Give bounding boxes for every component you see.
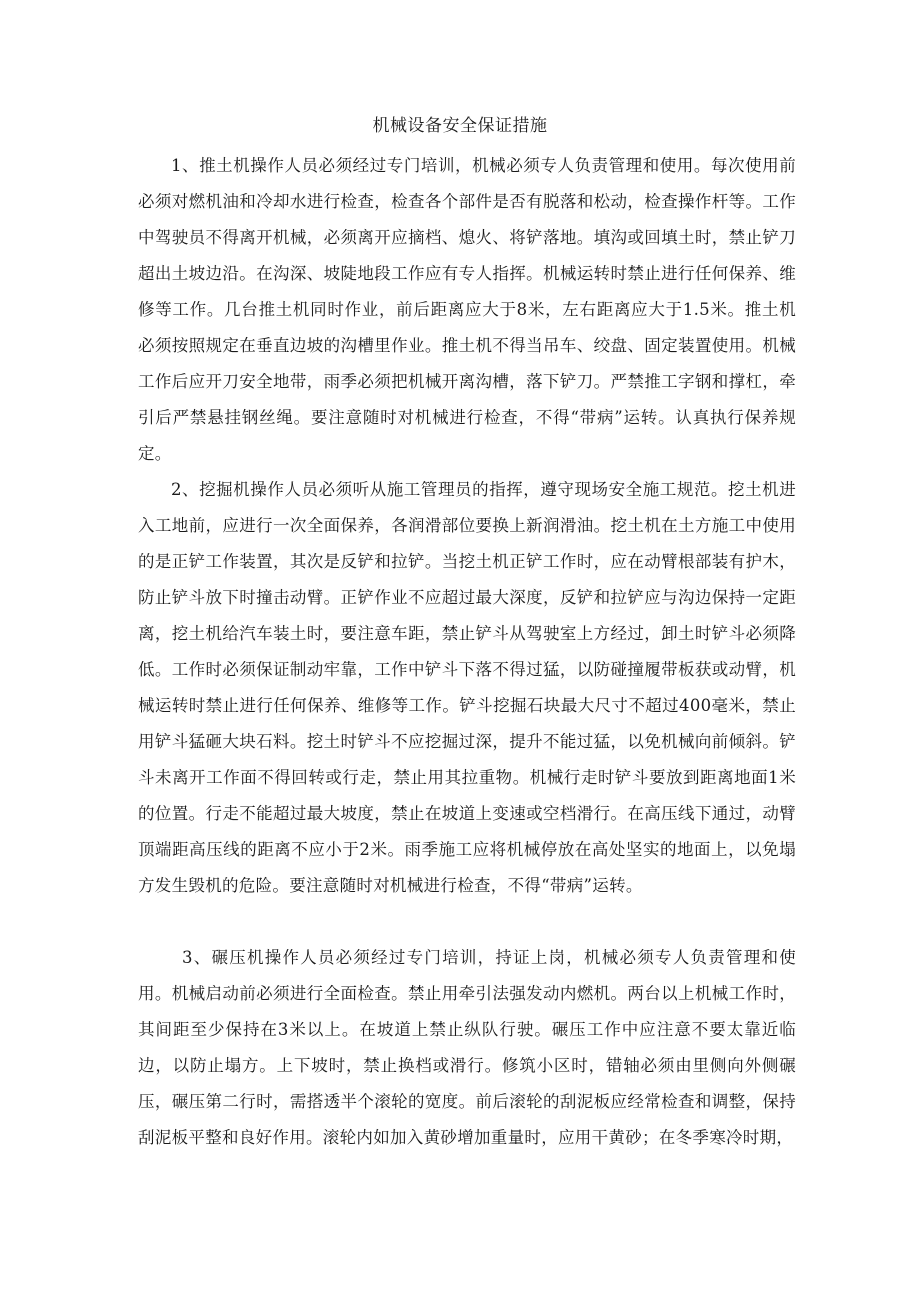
paragraph-roller: 3、碾压机操作人员必须经过专门培训，持证上岗，机械必须专人负责管理和使用。机械启动前必须进行全面检查。禁止用牵引法强发动内燃机。两台以上机械工作时，其间距至少保持在3米以上。在坡道上禁止纵队行驶。碾压工作中应注意不要太靠近临边，以防止塌方。上下坡时，禁止换档或滑行。修筑小区时，错轴必须由里侧向外侧碾压，碾压第二行时，需搭透半个滚轮的宽度。前后滚轮的刮泥板应经常检查和调整，保持刮泥板平整和良好作用。滚轮内如加入黄砂增加重量时，应用干黄砂；在冬季寒冷时期， <box>138 948 796 1147</box>
document-title: 机械设备安全保证措施 <box>372 116 548 136</box>
paragraph-excavator: 2、挖掘机操作人员必须听从施工管理员的指挥，遵守现场安全施工规范。挖土机进入工地前，应进行一次全面保养，各润滑部位要换上新润滑油。挖土机在土方施工中使用的是正铲工作装置，其次是反铲和拉铲。当挖土机正铲工作时，应在动臂根部装有护木，防止铲斗放下时撞击动臂。正铲作业不应超过最大深度，反铲和拉铲应与沟边保持一定距离，挖土机给汽车装土时，要注意车距，禁止铲斗从驾驶室上方经过，卸土时铲斗必须降低。工作时必须保证制动牢靠，工作中铲斗下落不得过猛，以防碰撞履带板获或动臂，机械运转时禁止进行任何保养、维修等工作。铲斗挖掘石块最大尺寸不超过400毫米，禁止用铲斗猛砸大块石料。挖土时铲斗不应挖掘过深，提升不能过猛，以免机械向前倾斜。铲斗未离开工作面不得回转或行走，禁止用其拉重物。机械行走时铲斗要放到距离地面1米的位置。行走不能超过最大坡度，禁止在坡道上变速或空档滑行。在高压线下通过，动臂顶端距高压线的距离不应小于2米。雨季施工应将机械停放在高处坚实的地面上，以免塌方发生毁机的危险。要注意随时对机械进行检查，不得“带病”运转。 <box>138 480 796 895</box>
document-body <box>138 148 796 1300</box>
paragraph-bulldozer: 1、推土机操作人员必须经过专门培训，机械必须专人负责管理和使用。每次使用前必须对燃机油和冷却水进行检查，检查各个部件是否有脱落和松动，检查操作杆等。工作中驾驶员不得离开机械，必须离开应摘档、熄火、将铲落地。填沟或回填土时，禁止铲刀超出土坡边沿。在沟深、坡陡地段工作应有专人指挥。机械运转时禁止进行任何保养、维修等工作。几台推土机同时作业，前后距离应大于8米，左右距离应大于1.5米。推土机必须按照规定在垂直边坡的沟槽里作业。推土机不得当吊车、绞盘、固定装置使用。机械工作后应开刀安全地带，雨季必须把机械开离沟槽，落下铲刀。严禁推工字钢和撑杠，牵引后严禁悬挂钢丝绳。要注意随时对机械进行检查，不得“带病”运转。认真执行保养规定。 <box>138 156 796 463</box>
